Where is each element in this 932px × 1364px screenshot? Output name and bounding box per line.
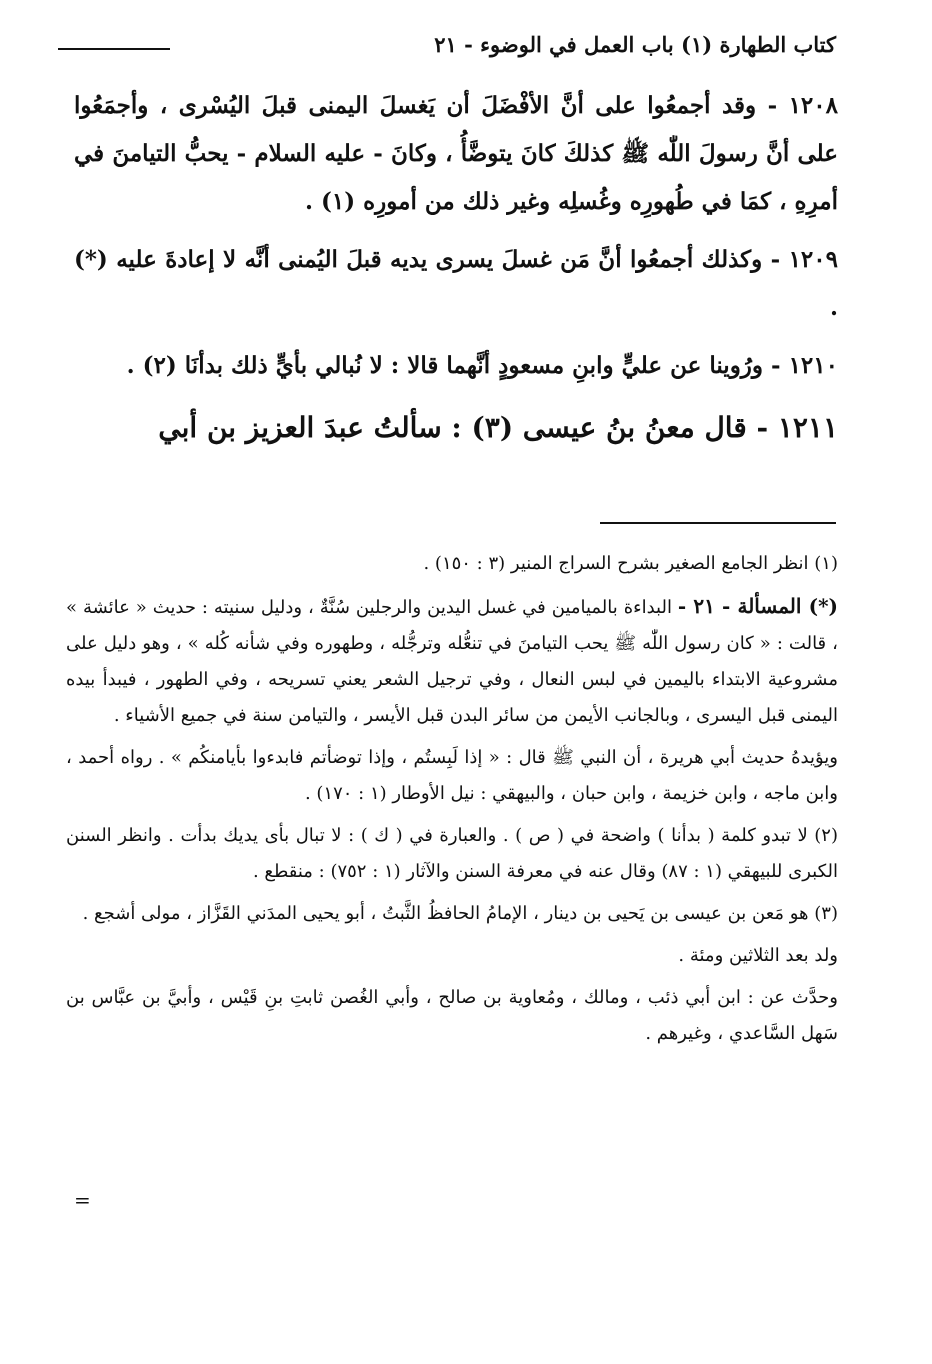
footnote-separator bbox=[600, 522, 836, 524]
footnote-2: (٢) لا تبدو كلمة ( بدأنا ) واضحة في ( ص ) . والعبارة في ( ك ) : لا تبال بأى يديك بدأت . وانظر السنن الكبرى للبيهقي (١ : ٨٧) وقال عنه في معرفة السنن والآثار (١ : ٧٥٢) : منقطع . bbox=[66, 825, 838, 882]
footnote-star-text: البداءة بالميامين في غسل اليدين والرجلين سُنَّةٌ ، ودليل سنيته : حديث « عائشة » ، قالت : « كان رسول اللّٰه ﷺ يحب التيامنَ في تنعُّله وترجُّله ، وطهوره وفي شأنه كُله » ، وهو دليل على مشروعية الابتداء باليمين في لبس النعال ، وفي ترجيل الشعر يعني تسريحه ، وفي الطهور ، فيبدأ بيده اليمنى قبل اليسرى ، وبالجانب الأيمن من سائر البدن قبل الأيسر ، والتيامن سنة في جميع الأشياء . bbox=[66, 597, 838, 726]
paragraph-1211: ١٢١١ - قال معنُ بنُ عيسى (٣) : سألتُ عبدَ العزيز بن أبي bbox=[158, 411, 838, 444]
footnote-1: (١) انظر الجامع الصغير بشرح السراج المنير (٣ : ١٥٠) . bbox=[423, 553, 838, 574]
footnote-star-label: (*) المسألة - ٢١ - bbox=[677, 594, 838, 618]
footnote-3-born: ولد بعد الثلاثين ومئة . bbox=[678, 945, 838, 966]
header-rule bbox=[58, 48, 170, 50]
footnotes bbox=[66, 546, 838, 1058]
paragraph-1209: ١٢٠٩ - وكذلك أجمعُوا أنَّ مَن غسلَ يسرى يديه قبلَ اليُمنى أنَّه لا إعادةَ عليه (*) . bbox=[74, 246, 838, 321]
footnote-star-continued: ويؤيدهُ حديث أبي هريرة ، أن النبي ﷺ قال : « إذا لَبِستُم ، وإذا توضأتم فابدءوا بأيامنكُم » . رواه أحمد ، وابن ماجه ، وابن خزيمة ، وابن حبان ، والبيهقي : نيل الأوطار (١ : ١٧٠) . bbox=[66, 747, 838, 804]
footnote-3: (٣) هو مَعن بن عيسى بن يَحيى بن دينار ، الإمامُ الحافظُ الثَّبتُ ، أبو يحيى المدَني القَزَّاز ، مولى أشجع . bbox=[82, 903, 838, 924]
footnote-star bbox=[66, 588, 838, 734]
footnote-3-narrated: وحدَّث عن : ابن أبي ذئب ، ومالك ، ومُعاوية بن صالح ، وأبي الغُصن ثابتِ بنِ قَيْس ، وأبيَّ بن عبَّاس بن سَهل السَّاعدي ، وغيرهم . bbox=[66, 987, 838, 1044]
main-text bbox=[74, 82, 838, 466]
paragraph-1208: ١٢٠٨ - وقد أجمعُوا على أنَّ الأفْضَلَ أن يَغسلَ اليمنى قبلَ اليُسْرى ، وأجمَعُوا على أنَّ رسولَ اللّٰه ﷺ كذلكَ كانَ يتوضَّأُ ، وكانَ - عليه السلام - يحبُّ التيامنَ في أمرِهِ ، كمَا في طُهورِه وغُسلِه وغير ذلك من أمورِه (١) . bbox=[74, 92, 838, 215]
continuation-mark: = bbox=[74, 1188, 91, 1212]
running-header bbox=[58, 28, 836, 68]
paragraph-1210: ١٢١٠ - ورُوينا عن عليٍّ وابنِ مسعودٍ أنَّهما قالا : لا نُبالي بأيٍّ ذلك بدأنَا (٢) . bbox=[126, 352, 838, 379]
running-title: كتاب الطهارة (١) باب العمل في الوضوء - ٢١ bbox=[434, 32, 836, 57]
